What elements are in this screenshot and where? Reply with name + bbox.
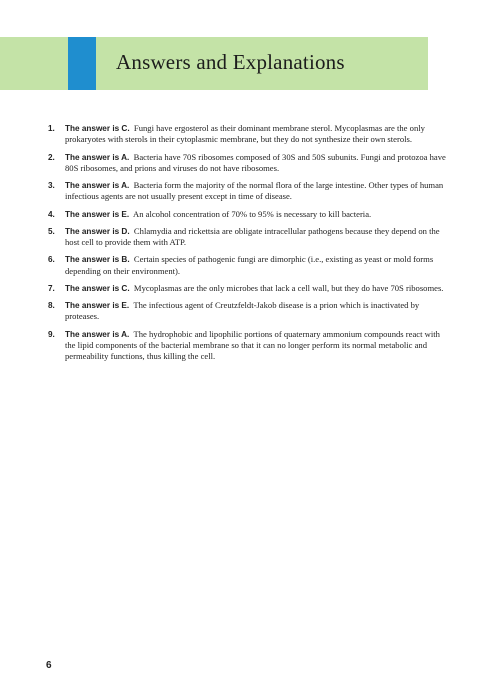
answer-explanation: Chlamydia and rickettsia are obligate intracellular pathogens because they depend on the host cell to provide them with ATP.	[65, 225, 440, 247]
answer-item	[48, 123, 448, 145]
answer-item	[48, 152, 448, 174]
answer-item	[48, 283, 448, 294]
answer-item	[48, 226, 448, 248]
page-number: 6	[46, 660, 52, 671]
answer-item	[48, 209, 448, 220]
answer-number: 6.	[48, 255, 55, 265]
answer-lead: The answer is A.	[65, 152, 130, 162]
answer-number: 2.	[48, 152, 55, 162]
answer-number: 5.	[48, 226, 55, 236]
answer-explanation: Fungi have ergosterol as their dominant membrane sterol. Mycoplasmas are the only prokaryotes with sterols in their cytoplasmic membrane, but they do not synthesize their own sterols.	[65, 123, 425, 145]
answer-item	[48, 329, 448, 363]
answer-explanation: An alcohol concentration of 70% to 95% is necessary to kill bacteria.	[133, 208, 372, 219]
answer-lead: The answer is A.	[65, 329, 130, 339]
answer-explanation: The hydrophobic and lipophilic portions of quaternary ammonium compounds react with the lipid components of the bacterial membrane so that it can no longer perform its normal metabolic and permeability functions, thus killing the cell.	[65, 328, 440, 361]
header-accent-bar	[68, 37, 96, 90]
answer-lead: The answer is C.	[65, 283, 130, 293]
answer-number: 7.	[48, 283, 55, 293]
answer-item	[48, 300, 448, 322]
answer-explanation: The infectious agent of Creutzfeldt-Jakob disease is a prion which is inactivated by proteases.	[65, 300, 420, 322]
answer-number: 9.	[48, 329, 55, 339]
answer-explanation: Bacteria have 70S ribosomes composed of 30S and 50S subunits. Fungi and protozoa have 80S ribosomes, and prions and viruses do not have ribosomes.	[65, 151, 446, 173]
answer-number: 4.	[48, 209, 55, 219]
answer-lead: The answer is B.	[65, 255, 130, 265]
answer-explanation: Mycoplasmas are the only microbes that lack a cell wall, but they do have 70S ribosomes.	[133, 282, 444, 293]
answer-lead: The answer is D.	[65, 226, 130, 236]
answer-list	[48, 123, 448, 368]
answer-item	[48, 254, 448, 276]
answer-number: 1.	[48, 124, 55, 133]
answer-lead: The answer is C.	[65, 124, 130, 133]
answer-item	[48, 180, 448, 202]
page-title: Answers and Explanations	[116, 50, 345, 74]
answer-number: 8.	[48, 301, 55, 311]
answer-explanation: Certain species of pathogenic fungi are dimorphic (i.e., existing as yeast or mold forms depending on their environment).	[65, 254, 434, 276]
answer-lead: The answer is E.	[65, 209, 130, 219]
answer-lead: The answer is A.	[65, 181, 130, 190]
answer-lead: The answer is E.	[65, 301, 130, 311]
answer-number: 3.	[48, 181, 55, 190]
answer-explanation: Bacteria form the majority of the normal flora of the large intestine. Other types of human infectious agents are not usually present except in time of disease.	[65, 180, 444, 202]
